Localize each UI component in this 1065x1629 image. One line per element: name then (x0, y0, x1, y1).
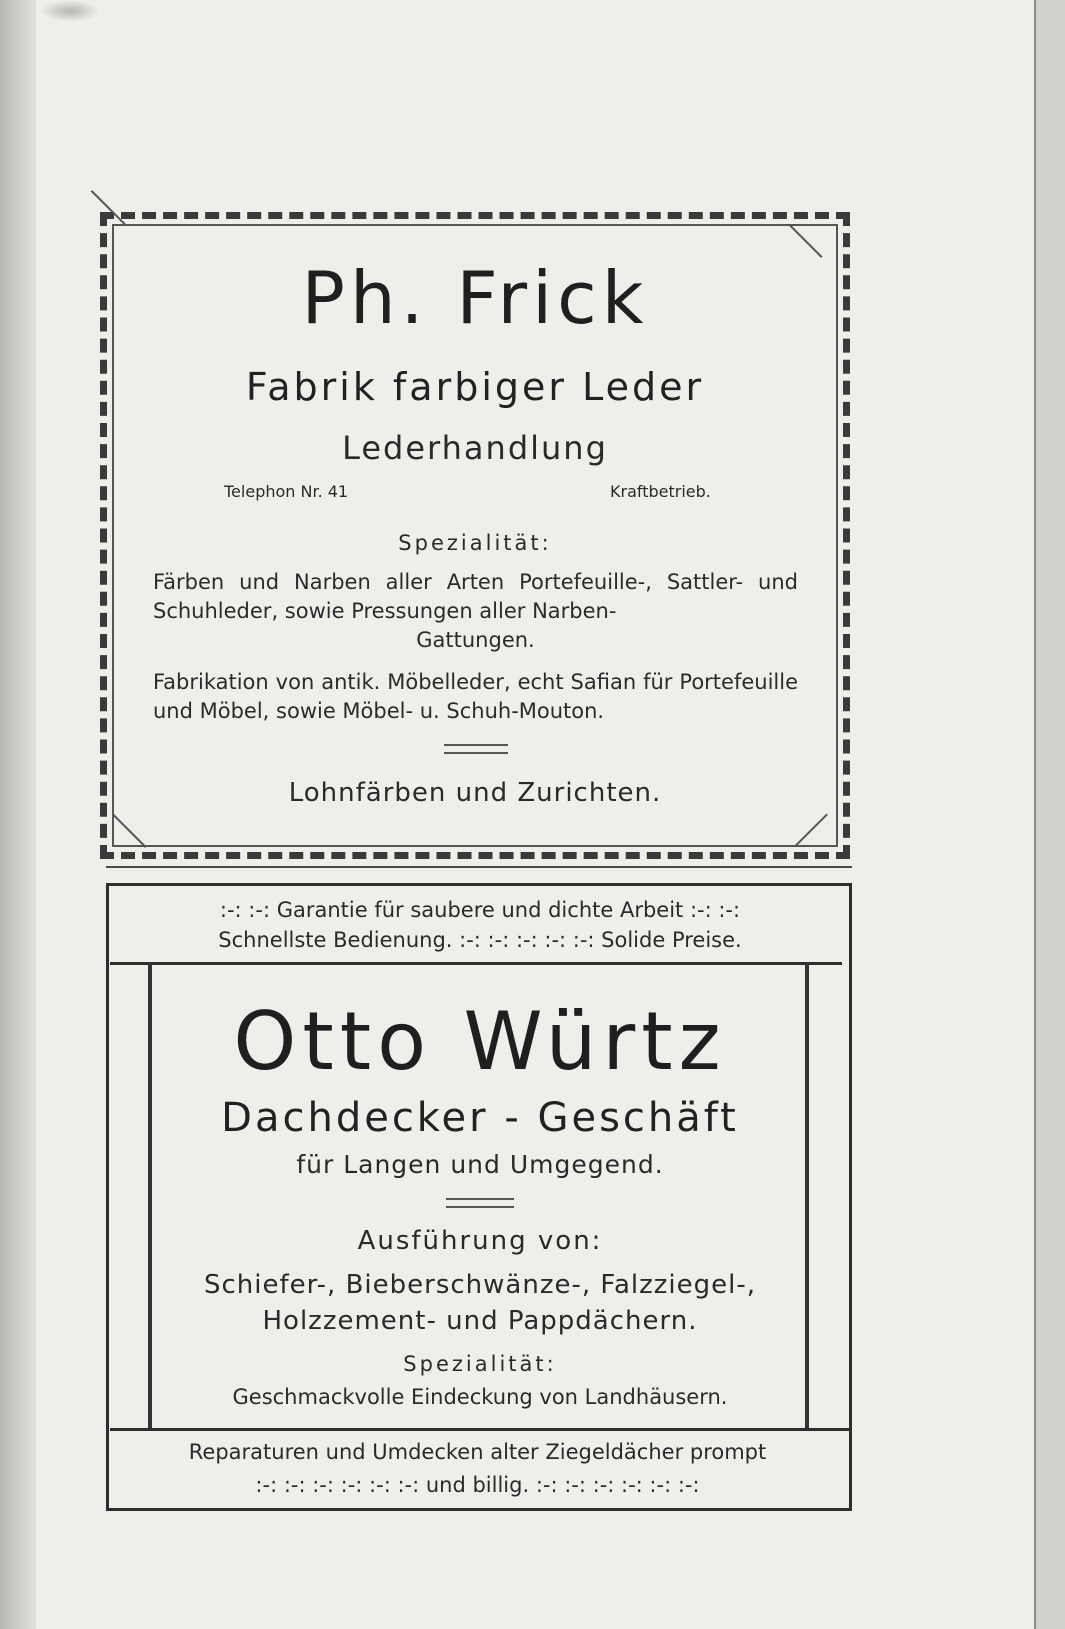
wurtz-left-rule (148, 962, 152, 1428)
wurtz-execution-line-2: Holzzement- und Pappdächern. (262, 1306, 698, 1336)
frick-specialty-line2: Gattungen. (416, 628, 535, 652)
section-divider (106, 866, 852, 868)
frick-company-name: Ph. Frick (301, 256, 649, 340)
wurtz-right-rule (805, 962, 809, 1428)
frick-specialty-label: Spezialität: (398, 531, 552, 555)
frick-phone: Telephon Nr. 41 (224, 482, 349, 501)
frick-specialty-line1: Färben und Narben aller Arten Portefeuille-, Sattler- und Schuhleder, sowie Pressungen aller Narben- (153, 570, 798, 623)
wurtz-inner-top-rule (110, 962, 842, 965)
frick-specialty-text (153, 568, 798, 655)
wurtz-specialty-label: Spezialität: (403, 1352, 557, 1376)
wurtz-execution-line-1: Schiefer-, Bieberschwänze-, Falzziegel-, (204, 1270, 756, 1300)
wurtz-subtitle: Dachdecker - Geschäft (221, 1095, 739, 1141)
wurtz-repair-line-2: :-: :-: :-: :-: :-: :-: und billig. :-: :-: :-: :-: :-: :-: (255, 1473, 700, 1497)
frick-service: Lohnfärben und Zurichten. (288, 778, 662, 808)
double-rule-divider (444, 744, 508, 754)
wurtz-execution-label: Ausführung von: (357, 1226, 603, 1256)
frick-production-text: Fabrikation von antik. Möbelleder, echt Safian für Portefeuille und Möbel, sowie Möbel- u. Schuh-Mouton. (153, 670, 798, 723)
guarantee-line-1: :-: :-: Garantie für saubere und dichte Arbeit :-: :-: (219, 898, 741, 922)
frick-subtitle: Fabrik farbiger Leder (245, 365, 705, 409)
wurtz-inner-bottom-rule (110, 1428, 850, 1431)
frick-subtitle-2: Lederhandlung (342, 429, 608, 467)
wurtz-repair-line-1: Reparaturen und Umdecken alter Ziegeldächer prompt (188, 1440, 767, 1464)
wurtz-company-name: Otto Würtz (233, 995, 727, 1088)
wurtz-ad-frame (106, 883, 852, 1511)
frick-power: Kraftbetrieb. (610, 482, 711, 501)
wurtz-region: für Langen und Umgegend. (296, 1150, 664, 1179)
double-rule-divider (446, 1198, 514, 1208)
corner-smudge (40, 0, 100, 22)
guarantee-line-2: Schnellste Bedienung. :-: :-: :-: :-: :-: Solide Preise. (218, 928, 742, 952)
wurtz-specialty: Geschmackvolle Eindeckung von Landhäusern. (232, 1385, 728, 1409)
page-right-fold (1036, 0, 1065, 1629)
